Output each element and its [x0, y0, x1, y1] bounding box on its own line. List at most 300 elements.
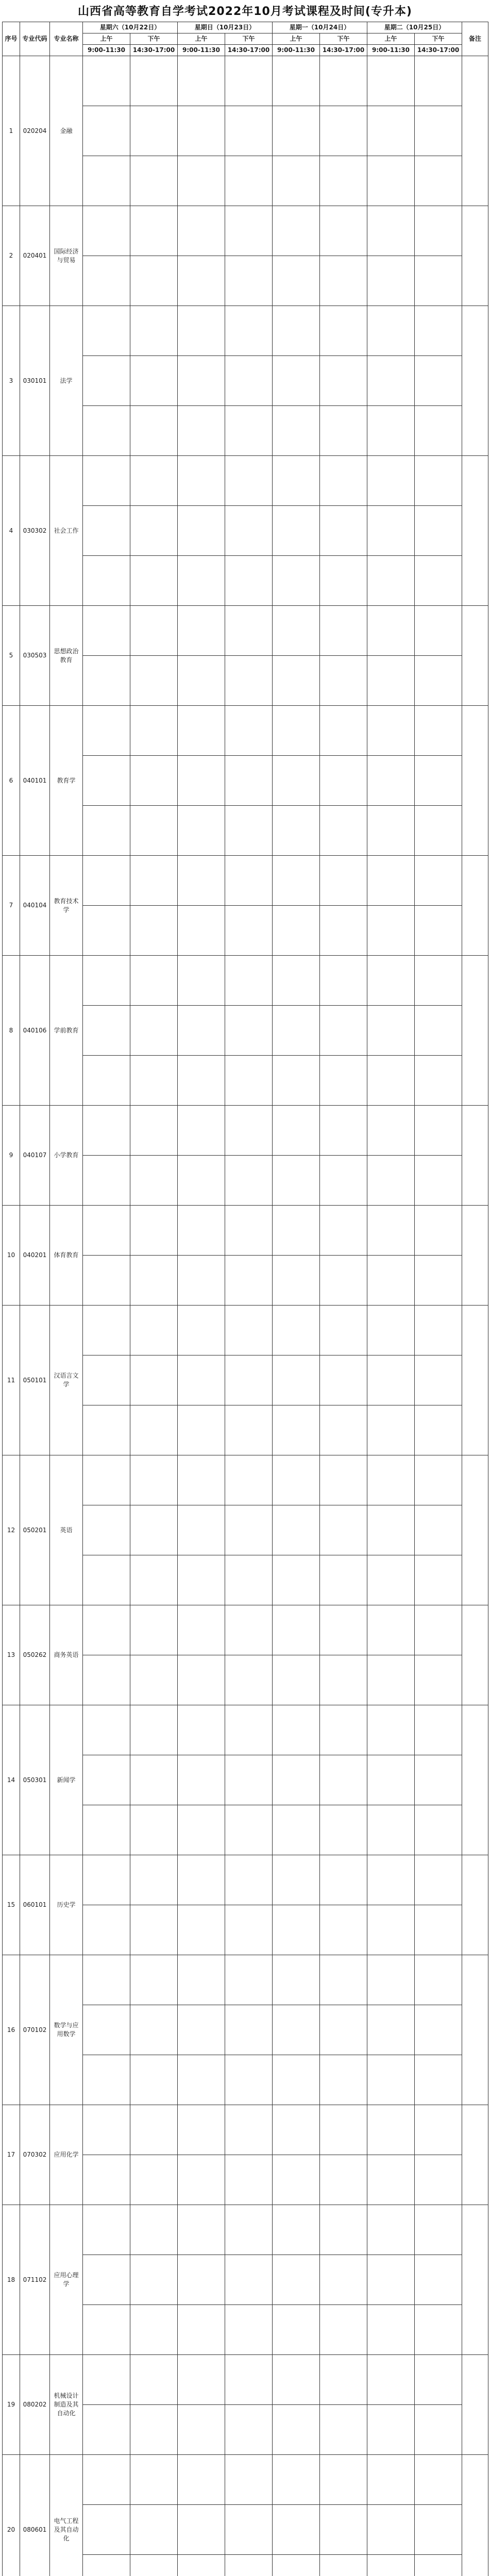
course-cell [415, 2555, 462, 2576]
row-seq: 15 [3, 1855, 20, 1955]
course-cell [273, 2255, 320, 2305]
course-cell [225, 2555, 273, 2576]
course-cell [273, 806, 320, 856]
row-major-name: 应用化学 [50, 2105, 83, 2205]
course-cell [83, 2155, 130, 2205]
course-cell [178, 356, 225, 406]
table-row [3, 2455, 488, 2505]
course-cell [415, 1405, 462, 1455]
row-note [462, 2105, 488, 2205]
course-cell [273, 2505, 320, 2555]
course-cell [130, 2505, 178, 2555]
course-cell [367, 1905, 415, 1955]
row-note [462, 2455, 488, 2576]
course-cell [320, 856, 367, 906]
course-cell [273, 2155, 320, 2205]
course-cell [225, 156, 273, 206]
course-cell [130, 2405, 178, 2455]
course-cell [415, 506, 462, 556]
course-cell [130, 1405, 178, 1455]
course-cell [415, 2305, 462, 2355]
course-cell [320, 1555, 367, 1605]
schedule-table [2, 22, 488, 2576]
course-cell [130, 156, 178, 206]
course-cell [367, 2355, 415, 2405]
table-row [3, 56, 488, 106]
row-major-name: 机械设计制造及其自动化 [50, 2355, 83, 2455]
row-major-name: 应用心理学 [50, 2205, 83, 2355]
course-cell [130, 56, 178, 106]
course-cell [225, 2055, 273, 2105]
row-major-code: 050262 [20, 1605, 50, 1705]
course-cell [367, 106, 415, 156]
course-cell [130, 2355, 178, 2405]
course-cell [178, 2355, 225, 2405]
table-row [3, 2105, 488, 2155]
course-cell [130, 256, 178, 306]
course-cell [367, 2505, 415, 2555]
course-cell [415, 2255, 462, 2305]
row-seq: 8 [3, 956, 20, 1106]
course-cell [367, 2005, 415, 2055]
course-cell [225, 2105, 273, 2155]
course-cell [273, 1206, 320, 1256]
course-cell [367, 1805, 415, 1855]
course-cell [415, 256, 462, 306]
course-cell [320, 2105, 367, 2155]
row-major-code: 030101 [20, 306, 50, 456]
course-cell [320, 1306, 367, 1355]
course-cell [130, 2155, 178, 2205]
course-cell [320, 1056, 367, 1106]
course-cell [178, 806, 225, 856]
course-cell [320, 2205, 367, 2255]
course-cell [178, 906, 225, 956]
row-major-code: 040101 [20, 706, 50, 856]
course-cell [178, 1455, 225, 1505]
course-cell [415, 2005, 462, 2055]
course-cell [320, 1905, 367, 1955]
course-cell [320, 2005, 367, 2055]
course-cell [83, 1555, 130, 1605]
course-cell [415, 306, 462, 356]
course-cell [367, 2105, 415, 2155]
course-cell [178, 1156, 225, 1206]
course-cell [367, 1605, 415, 1655]
course-cell [83, 206, 130, 256]
course-cell [273, 556, 320, 606]
course-cell [273, 1006, 320, 1056]
course-cell [225, 1106, 273, 1156]
course-cell [225, 1006, 273, 1056]
course-cell [130, 1955, 178, 2005]
course-cell [273, 1106, 320, 1156]
course-cell [415, 856, 462, 906]
row-major-name: 电气工程及其自动化 [50, 2455, 83, 2576]
row-seq: 10 [3, 1206, 20, 1306]
course-cell [225, 706, 273, 756]
course-cell [273, 2005, 320, 2055]
course-cell [130, 656, 178, 706]
table-row [3, 1455, 488, 1505]
course-cell [225, 406, 273, 456]
course-cell [178, 406, 225, 456]
course-cell [273, 2555, 320, 2576]
course-cell [225, 2355, 273, 2405]
table-row [3, 1106, 488, 1156]
course-cell [273, 2055, 320, 2105]
course-cell [273, 2405, 320, 2455]
course-cell [178, 106, 225, 156]
course-cell [178, 2505, 225, 2555]
course-cell [367, 2205, 415, 2255]
header-time: 14:30-17:00 [320, 45, 367, 56]
course-cell [367, 806, 415, 856]
course-cell [367, 906, 415, 956]
course-cell [225, 1955, 273, 2005]
course-cell [225, 606, 273, 656]
row-major-name: 体育教育 [50, 1206, 83, 1306]
header-day-1: 星期六（10月22日） [83, 22, 178, 33]
course-cell [273, 1156, 320, 1206]
course-cell [415, 1905, 462, 1955]
course-cell [130, 2455, 178, 2505]
course-cell [225, 1156, 273, 1206]
row-note [462, 1455, 488, 1605]
course-cell [130, 2005, 178, 2055]
header-session: 下午 [130, 33, 178, 45]
course-cell [225, 2505, 273, 2555]
course-cell [367, 2155, 415, 2205]
header-time: 9:00-11:30 [178, 45, 225, 56]
course-cell [415, 1056, 462, 1106]
table-row [3, 1306, 488, 1355]
row-major-name: 汉语言文学 [50, 1306, 83, 1455]
course-cell [225, 1755, 273, 1805]
course-cell [320, 1206, 367, 1256]
course-cell [320, 1705, 367, 1755]
course-cell [320, 756, 367, 806]
course-cell [273, 706, 320, 756]
course-cell [320, 1955, 367, 2005]
course-cell [130, 856, 178, 906]
course-cell [320, 206, 367, 256]
row-major-code: 020204 [20, 56, 50, 206]
course-cell [130, 1306, 178, 1355]
course-cell [320, 1455, 367, 1505]
course-cell [225, 1505, 273, 1555]
course-cell [178, 2005, 225, 2055]
course-cell [83, 1755, 130, 1805]
header-note: 备注 [462, 22, 488, 56]
course-cell [225, 906, 273, 956]
course-cell [320, 106, 367, 156]
course-cell [367, 1256, 415, 1306]
course-cell [83, 1355, 130, 1405]
course-cell [273, 306, 320, 356]
header-time: 9:00-11:30 [367, 45, 415, 56]
header-session: 下午 [225, 33, 273, 45]
course-cell [320, 1605, 367, 1655]
course-cell [130, 706, 178, 756]
course-cell [83, 1505, 130, 1555]
row-seq: 5 [3, 606, 20, 706]
course-cell [178, 1905, 225, 1955]
course-cell [178, 156, 225, 206]
course-cell [320, 156, 367, 206]
course-cell [273, 2455, 320, 2505]
row-note [462, 606, 488, 706]
row-seq: 17 [3, 2105, 20, 2205]
course-cell [415, 2405, 462, 2455]
header-day-4: 星期二（10月25日） [367, 22, 462, 33]
course-cell [367, 1156, 415, 1206]
course-cell [320, 1256, 367, 1306]
row-major-name: 数学与应用数学 [50, 1955, 83, 2105]
course-cell [130, 756, 178, 806]
course-cell [273, 1505, 320, 1555]
course-cell [273, 1655, 320, 1705]
course-cell [415, 206, 462, 256]
course-cell [367, 2405, 415, 2455]
row-seq: 19 [3, 2355, 20, 2455]
course-cell [225, 1655, 273, 1705]
course-cell [130, 2555, 178, 2576]
course-cell [178, 306, 225, 356]
course-cell [83, 156, 130, 206]
course-cell [273, 606, 320, 656]
table-row [3, 856, 488, 906]
table-row [3, 706, 488, 756]
course-cell [83, 1156, 130, 1206]
course-cell [225, 456, 273, 506]
course-cell [178, 2405, 225, 2455]
course-cell [273, 1805, 320, 1855]
course-cell [130, 106, 178, 156]
course-cell [225, 2155, 273, 2205]
course-cell [415, 1505, 462, 1555]
course-cell [273, 456, 320, 506]
course-cell [415, 1106, 462, 1156]
row-seq: 6 [3, 706, 20, 856]
course-cell [225, 1805, 273, 1855]
course-cell [225, 2305, 273, 2355]
row-major-name: 小学教育 [50, 1106, 83, 1206]
course-cell [178, 1755, 225, 1805]
course-cell [178, 1705, 225, 1755]
course-cell [178, 756, 225, 806]
course-cell [320, 2355, 367, 2405]
header-session: 上午 [273, 33, 320, 45]
course-cell [130, 1855, 178, 1905]
course-cell [320, 2255, 367, 2305]
course-cell [415, 1306, 462, 1355]
course-cell [83, 1306, 130, 1355]
course-cell [130, 2305, 178, 2355]
course-cell [130, 1056, 178, 1106]
course-cell [273, 1755, 320, 1805]
course-cell [320, 56, 367, 106]
course-cell [320, 1106, 367, 1156]
course-cell [320, 356, 367, 406]
course-cell [178, 856, 225, 906]
course-cell [83, 606, 130, 656]
row-major-code: 071102 [20, 2205, 50, 2355]
course-cell [415, 1455, 462, 1505]
course-cell [273, 656, 320, 706]
course-cell [415, 2055, 462, 2105]
course-cell [320, 2455, 367, 2505]
course-cell [83, 1605, 130, 1655]
course-cell [178, 1505, 225, 1555]
header-row-days [3, 22, 488, 33]
course-cell [83, 2555, 130, 2576]
course-cell [415, 456, 462, 506]
course-cell [415, 806, 462, 856]
course-cell [415, 2205, 462, 2255]
course-cell [83, 1006, 130, 1056]
course-cell [415, 2355, 462, 2405]
course-cell [367, 456, 415, 506]
course-cell [83, 1805, 130, 1855]
row-note [462, 1306, 488, 1455]
row-major-name: 国际经济与贸易 [50, 206, 83, 306]
course-cell [130, 1755, 178, 1805]
course-cell [273, 406, 320, 456]
course-cell [225, 2205, 273, 2255]
header-day-2: 星期日（10月23日） [178, 22, 273, 33]
course-cell [178, 1355, 225, 1405]
course-cell [225, 1256, 273, 1306]
row-note [462, 56, 488, 206]
course-cell [367, 156, 415, 206]
course-cell [83, 956, 130, 1006]
course-cell [225, 1306, 273, 1355]
course-cell [415, 1355, 462, 1405]
course-cell [83, 2005, 130, 2055]
course-cell [415, 706, 462, 756]
course-cell [415, 1206, 462, 1256]
header-session: 下午 [320, 33, 367, 45]
course-cell [367, 1006, 415, 1056]
row-seq: 3 [3, 306, 20, 456]
course-cell [273, 1605, 320, 1655]
course-cell [367, 956, 415, 1006]
course-cell [83, 2355, 130, 2405]
row-major-code: 070302 [20, 2105, 50, 2205]
course-cell [225, 206, 273, 256]
course-cell [367, 1056, 415, 1106]
row-note [462, 706, 488, 856]
course-cell [225, 2405, 273, 2455]
course-cell [225, 2255, 273, 2305]
header-day-3: 星期一（10月24日） [273, 22, 367, 33]
course-cell [320, 406, 367, 456]
course-cell [83, 2505, 130, 2555]
course-cell [225, 56, 273, 106]
course-cell [273, 1455, 320, 1505]
course-cell [415, 956, 462, 1006]
course-cell [178, 506, 225, 556]
course-cell [415, 1655, 462, 1705]
course-cell [367, 2305, 415, 2355]
course-cell [130, 1006, 178, 1056]
course-cell [320, 556, 367, 606]
course-cell [367, 1355, 415, 1405]
course-cell [83, 1855, 130, 1905]
course-cell [83, 756, 130, 806]
header-session: 上午 [178, 33, 225, 45]
row-major-code: 050201 [20, 1455, 50, 1605]
course-cell [320, 1156, 367, 1206]
course-cell [130, 806, 178, 856]
table-row [3, 2205, 488, 2255]
course-cell [320, 606, 367, 656]
course-cell [178, 1306, 225, 1355]
course-cell [415, 556, 462, 606]
row-major-code: 060101 [20, 1855, 50, 1955]
schedule-body [3, 56, 488, 2576]
course-cell [415, 2455, 462, 2505]
course-cell [367, 1955, 415, 2005]
course-cell [415, 2505, 462, 2555]
course-cell [273, 356, 320, 406]
course-cell [130, 1605, 178, 1655]
course-cell [320, 706, 367, 756]
course-cell [130, 306, 178, 356]
course-cell [130, 1555, 178, 1605]
course-cell [273, 1256, 320, 1306]
course-cell [178, 1056, 225, 1106]
course-cell [367, 1106, 415, 1156]
course-cell [178, 1206, 225, 1256]
row-note [462, 1206, 488, 1306]
course-cell [130, 1106, 178, 1156]
course-cell [273, 506, 320, 556]
row-major-code: 040201 [20, 1206, 50, 1306]
course-cell [320, 1805, 367, 1855]
course-cell [320, 2055, 367, 2105]
course-cell [178, 1106, 225, 1156]
course-cell [415, 1855, 462, 1905]
course-cell [415, 156, 462, 206]
header-time: 9:00-11:30 [83, 45, 130, 56]
course-cell [367, 1755, 415, 1805]
row-major-name: 教育学 [50, 706, 83, 856]
row-seq: 16 [3, 1955, 20, 2105]
course-cell [273, 2105, 320, 2155]
course-cell [83, 1705, 130, 1755]
header-session: 上午 [367, 33, 415, 45]
table-row [3, 2355, 488, 2405]
course-cell [178, 456, 225, 506]
course-cell [415, 406, 462, 456]
course-cell [320, 956, 367, 1006]
course-cell [225, 1905, 273, 1955]
course-cell [83, 106, 130, 156]
course-cell [367, 1505, 415, 1555]
course-cell [320, 2555, 367, 2576]
course-cell [415, 356, 462, 406]
course-cell [273, 2305, 320, 2355]
course-cell [225, 656, 273, 706]
row-major-code: 030302 [20, 456, 50, 606]
row-major-code: 080202 [20, 2355, 50, 2455]
course-cell [130, 356, 178, 406]
course-cell [178, 1405, 225, 1455]
course-cell [130, 2105, 178, 2155]
course-cell [178, 2205, 225, 2255]
